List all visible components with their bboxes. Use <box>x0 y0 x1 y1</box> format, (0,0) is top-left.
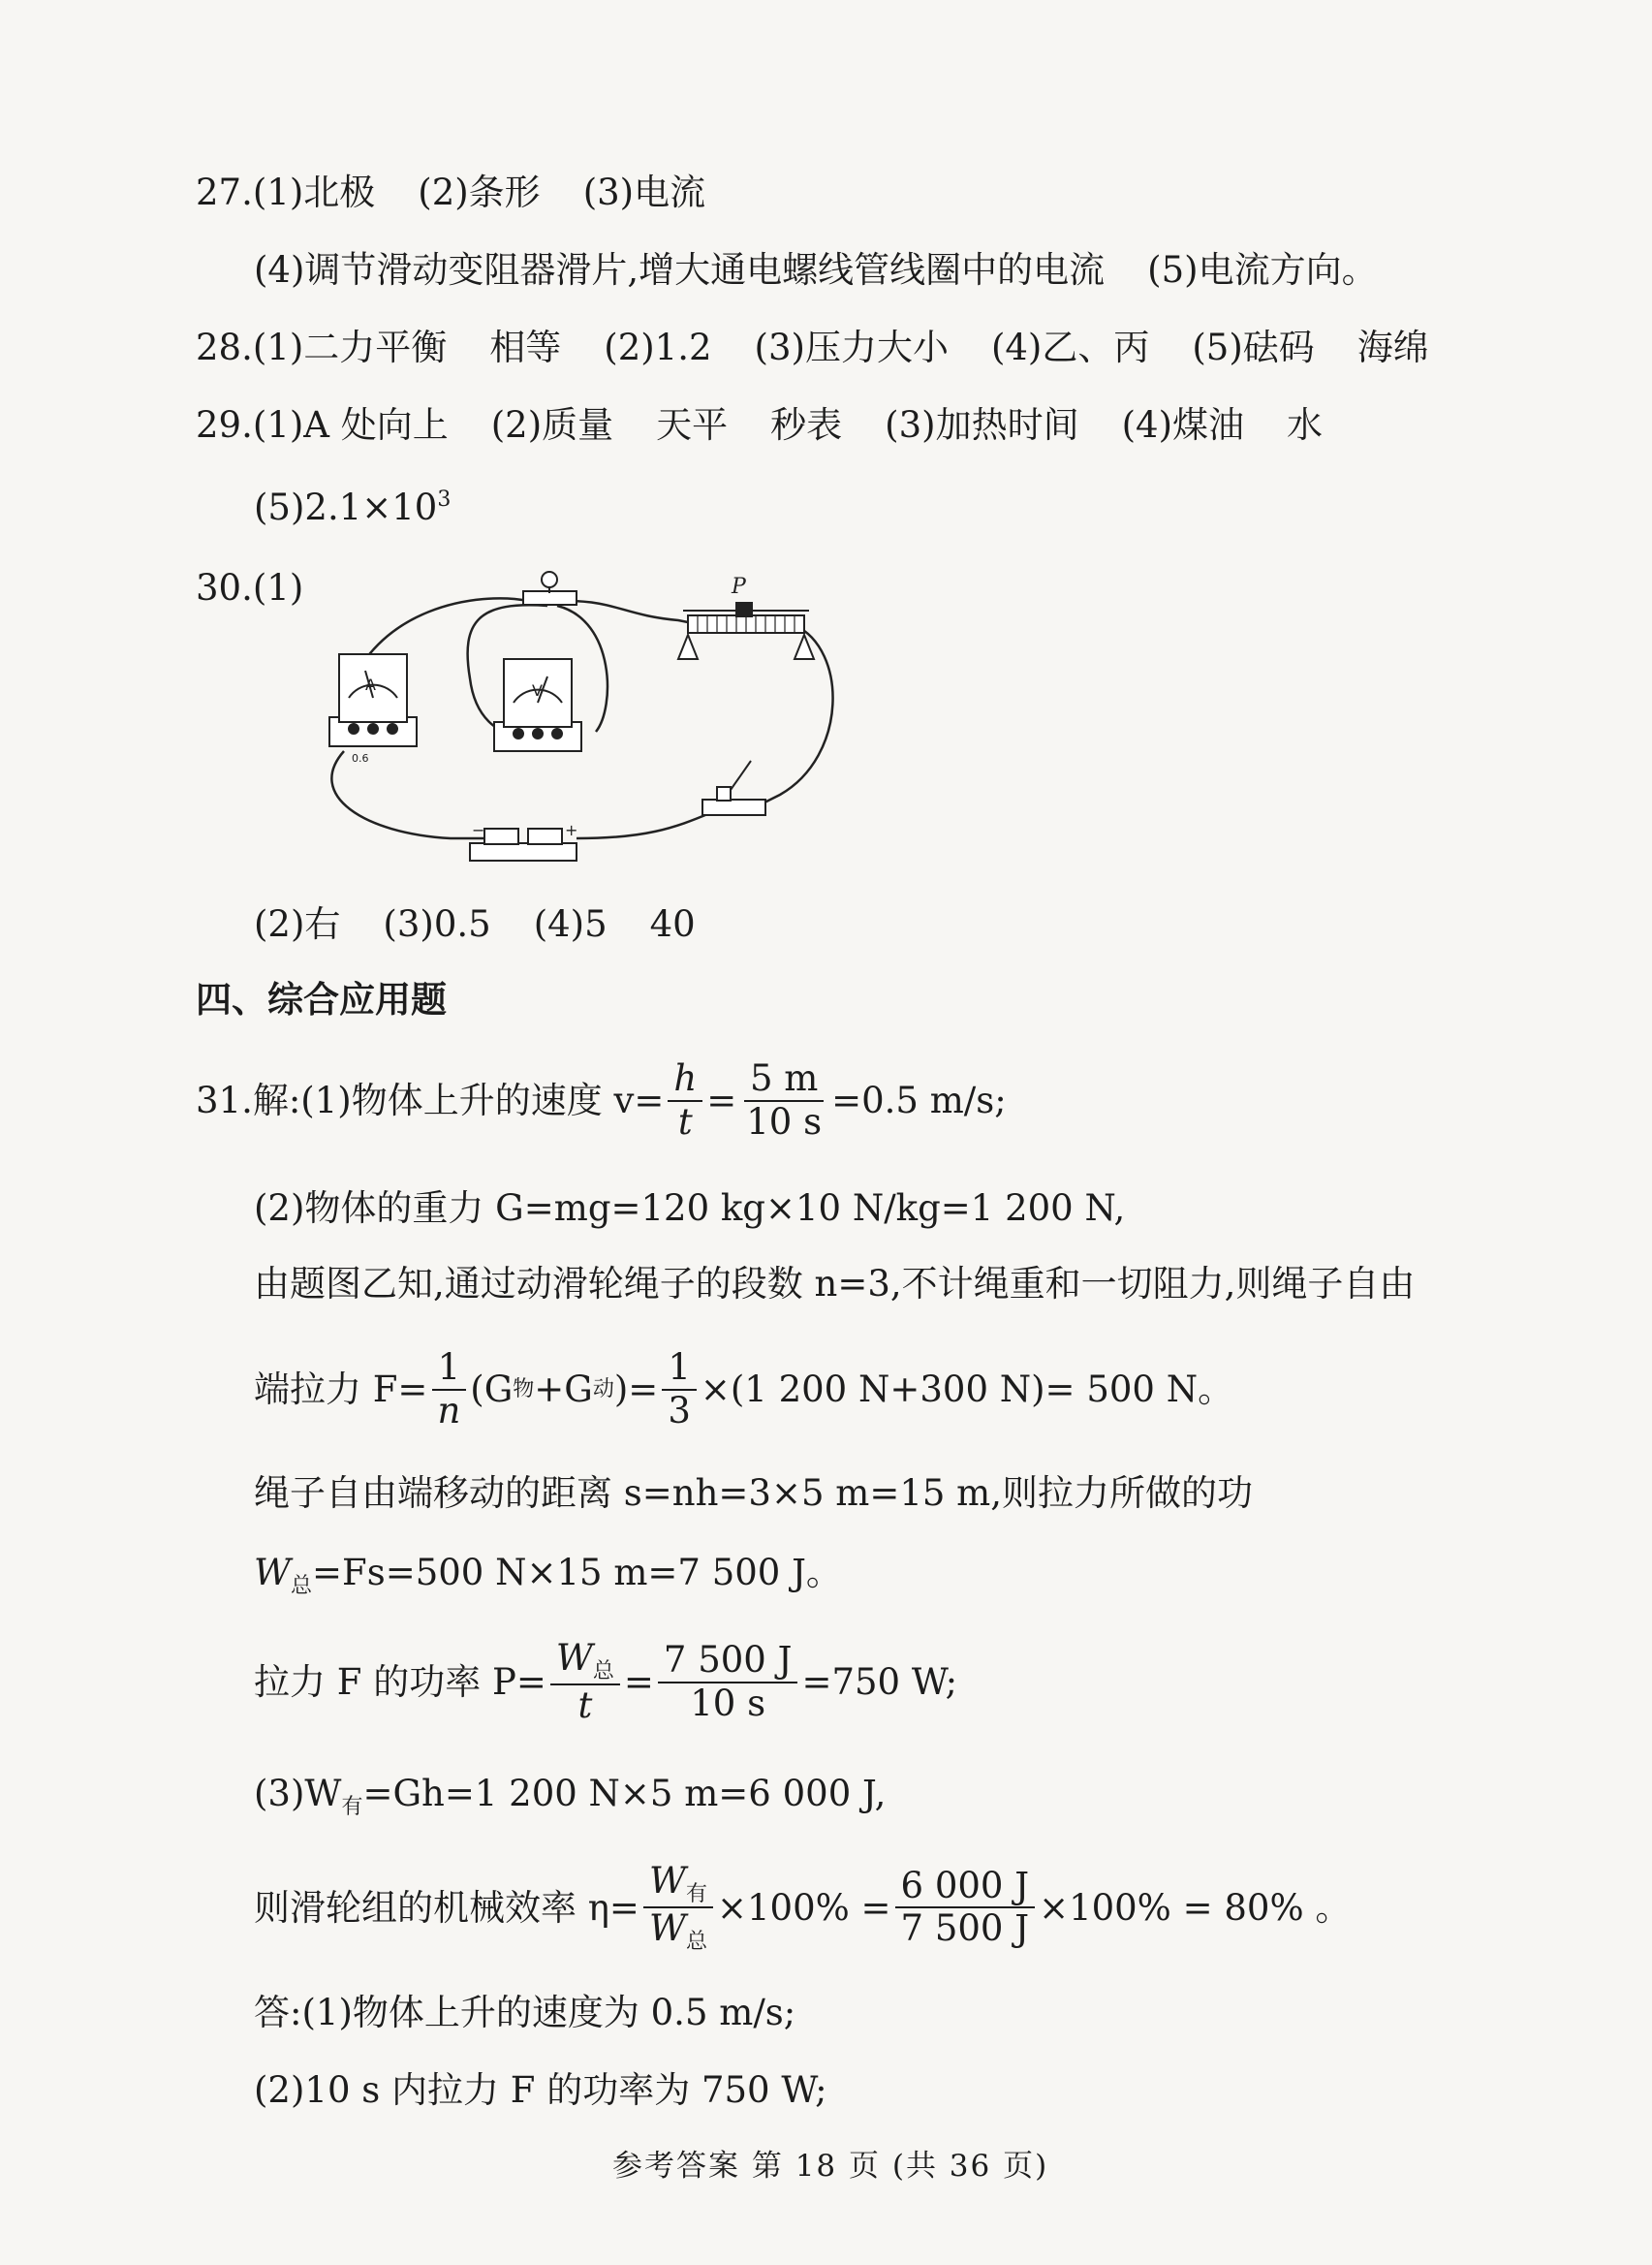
q31-line6: $W_总=Fs=500$ N×15 m=7 500 J。 <box>254 1552 842 1598</box>
fraction-h-t: $\frac{h}{t}$ <box>668 1058 702 1143</box>
battery <box>470 829 577 861</box>
q31-label: 31. <box>196 1080 253 1122</box>
fraction-wyou-wzong: $\frac{W_有}{W_总}$ <box>643 1861 713 1955</box>
circuit-diagram <box>305 562 848 863</box>
q27-label: 27. <box>196 172 253 213</box>
q27-line2: (4)调节滑动变阻器滑片,增大通电螺线管线圈中的电流 (5)电流方向。 <box>254 249 1378 291</box>
q31-line5: 绳子自由端移动的距离 s=nh=3×5 m=15 m,则拉力所做的功 <box>254 1472 1254 1514</box>
rheostat <box>678 603 814 659</box>
voltmeter <box>494 659 581 751</box>
ammeter-symbol: A <box>365 676 376 694</box>
fraction-7500-10: $\frac{7 500 J}{10 s}$ <box>658 1640 798 1724</box>
q31-line7: 拉力 F 的功率 P= $\frac{W_总}{t}$ = $\frac{7 500 J}{10 s}$ =750 W; <box>254 1637 958 1727</box>
q29-line2: $(5)2.1\times 10^3$ <box>254 487 452 528</box>
fraction-1-n: $\frac{1}{n}$ <box>431 1347 466 1431</box>
q31-line4: 端拉力 F= $\frac{1}{n}$ (G 物 +G 动 )= $\frac{1}{3}$ ×(1 200 N+300 N)= 500 N。 <box>254 1346 1234 1431</box>
ammeter-scale: 0.6 <box>352 752 369 765</box>
q31-line8: $(3)W_有=Gh=1$ 200 N×5 m=6 000 J, <box>254 1773 887 1819</box>
wire-switch-rheostat <box>567 601 688 622</box>
q29-label: 29. <box>196 404 253 446</box>
switch <box>523 572 577 605</box>
fraction-5m-10s: $\frac{5 m}{10 s}$ <box>740 1058 827 1143</box>
slider-label: P <box>732 575 746 599</box>
key-switch <box>702 761 765 815</box>
q30-line1: 30.(1) <box>196 567 304 609</box>
q31-line3: 由题图乙知,通过动滑轮绳子的段数 n=3,不计绳重和一切阻力,则绳子自由 <box>254 1263 1416 1305</box>
wire-battery-key <box>577 812 712 838</box>
q28-line1: 28.(1)二力平衡 相等 (2)1.2 (3)压力大小 (4)乙、丙 (5)砝码 海绵 <box>196 327 1429 368</box>
q28-label: 28. <box>196 327 253 368</box>
voltmeter-symbol: V <box>532 681 543 700</box>
q29-line1: 29.(1)A 处向上 (2)质量 天平 秒表 (3)加热时间 (4)煤油 水 <box>196 404 1324 446</box>
q30-line2: (2)右 (3)0.5 (4)5 40 <box>254 903 696 945</box>
q31-answer2: (2)10 s 内拉力 F 的功率为 750 W; <box>254 2069 827 2111</box>
q31-line1: 31. 解:(1)物体上升的速度 v= $\frac{h}{t}$ = $\frac{5 m}{10 s}$ =0.5 m/s; <box>196 1057 1007 1143</box>
q31-line2: (2)物体的重力 G=mg=120 kg×10 N/kg=1 200 N, <box>254 1187 1126 1229</box>
battery-plus: + <box>565 821 578 839</box>
section-title: 四、综合应用题 <box>196 979 447 1021</box>
fraction-1-3: $\frac{1}{3}$ <box>662 1347 697 1431</box>
q30-label: 30. <box>196 567 253 609</box>
fraction-6000-7500: $\frac{6 000 J}{7 500 J}$ <box>895 1866 1036 1950</box>
page-footer: 参考答案 第 18 页 (共 36 页) <box>612 2149 1049 2184</box>
fraction-w-t: $\frac{W_总}{t}$ <box>550 1638 620 1727</box>
q31-line9: 则滑轮组的机械效率 η= $\frac{W_有}{W_总}$ ×100% = $\frac{6 000 J}{7 500 J}$ ×100% = 80% 。 <box>254 1860 1352 1955</box>
battery-minus: − <box>472 821 485 839</box>
ammeter <box>329 654 417 746</box>
q27-line1: 27.(1)北极 (2)条形 (3)电流 <box>196 172 706 213</box>
q31-answer1: 答:(1)物体上升的速度为 0.5 m/s; <box>254 1992 796 2033</box>
